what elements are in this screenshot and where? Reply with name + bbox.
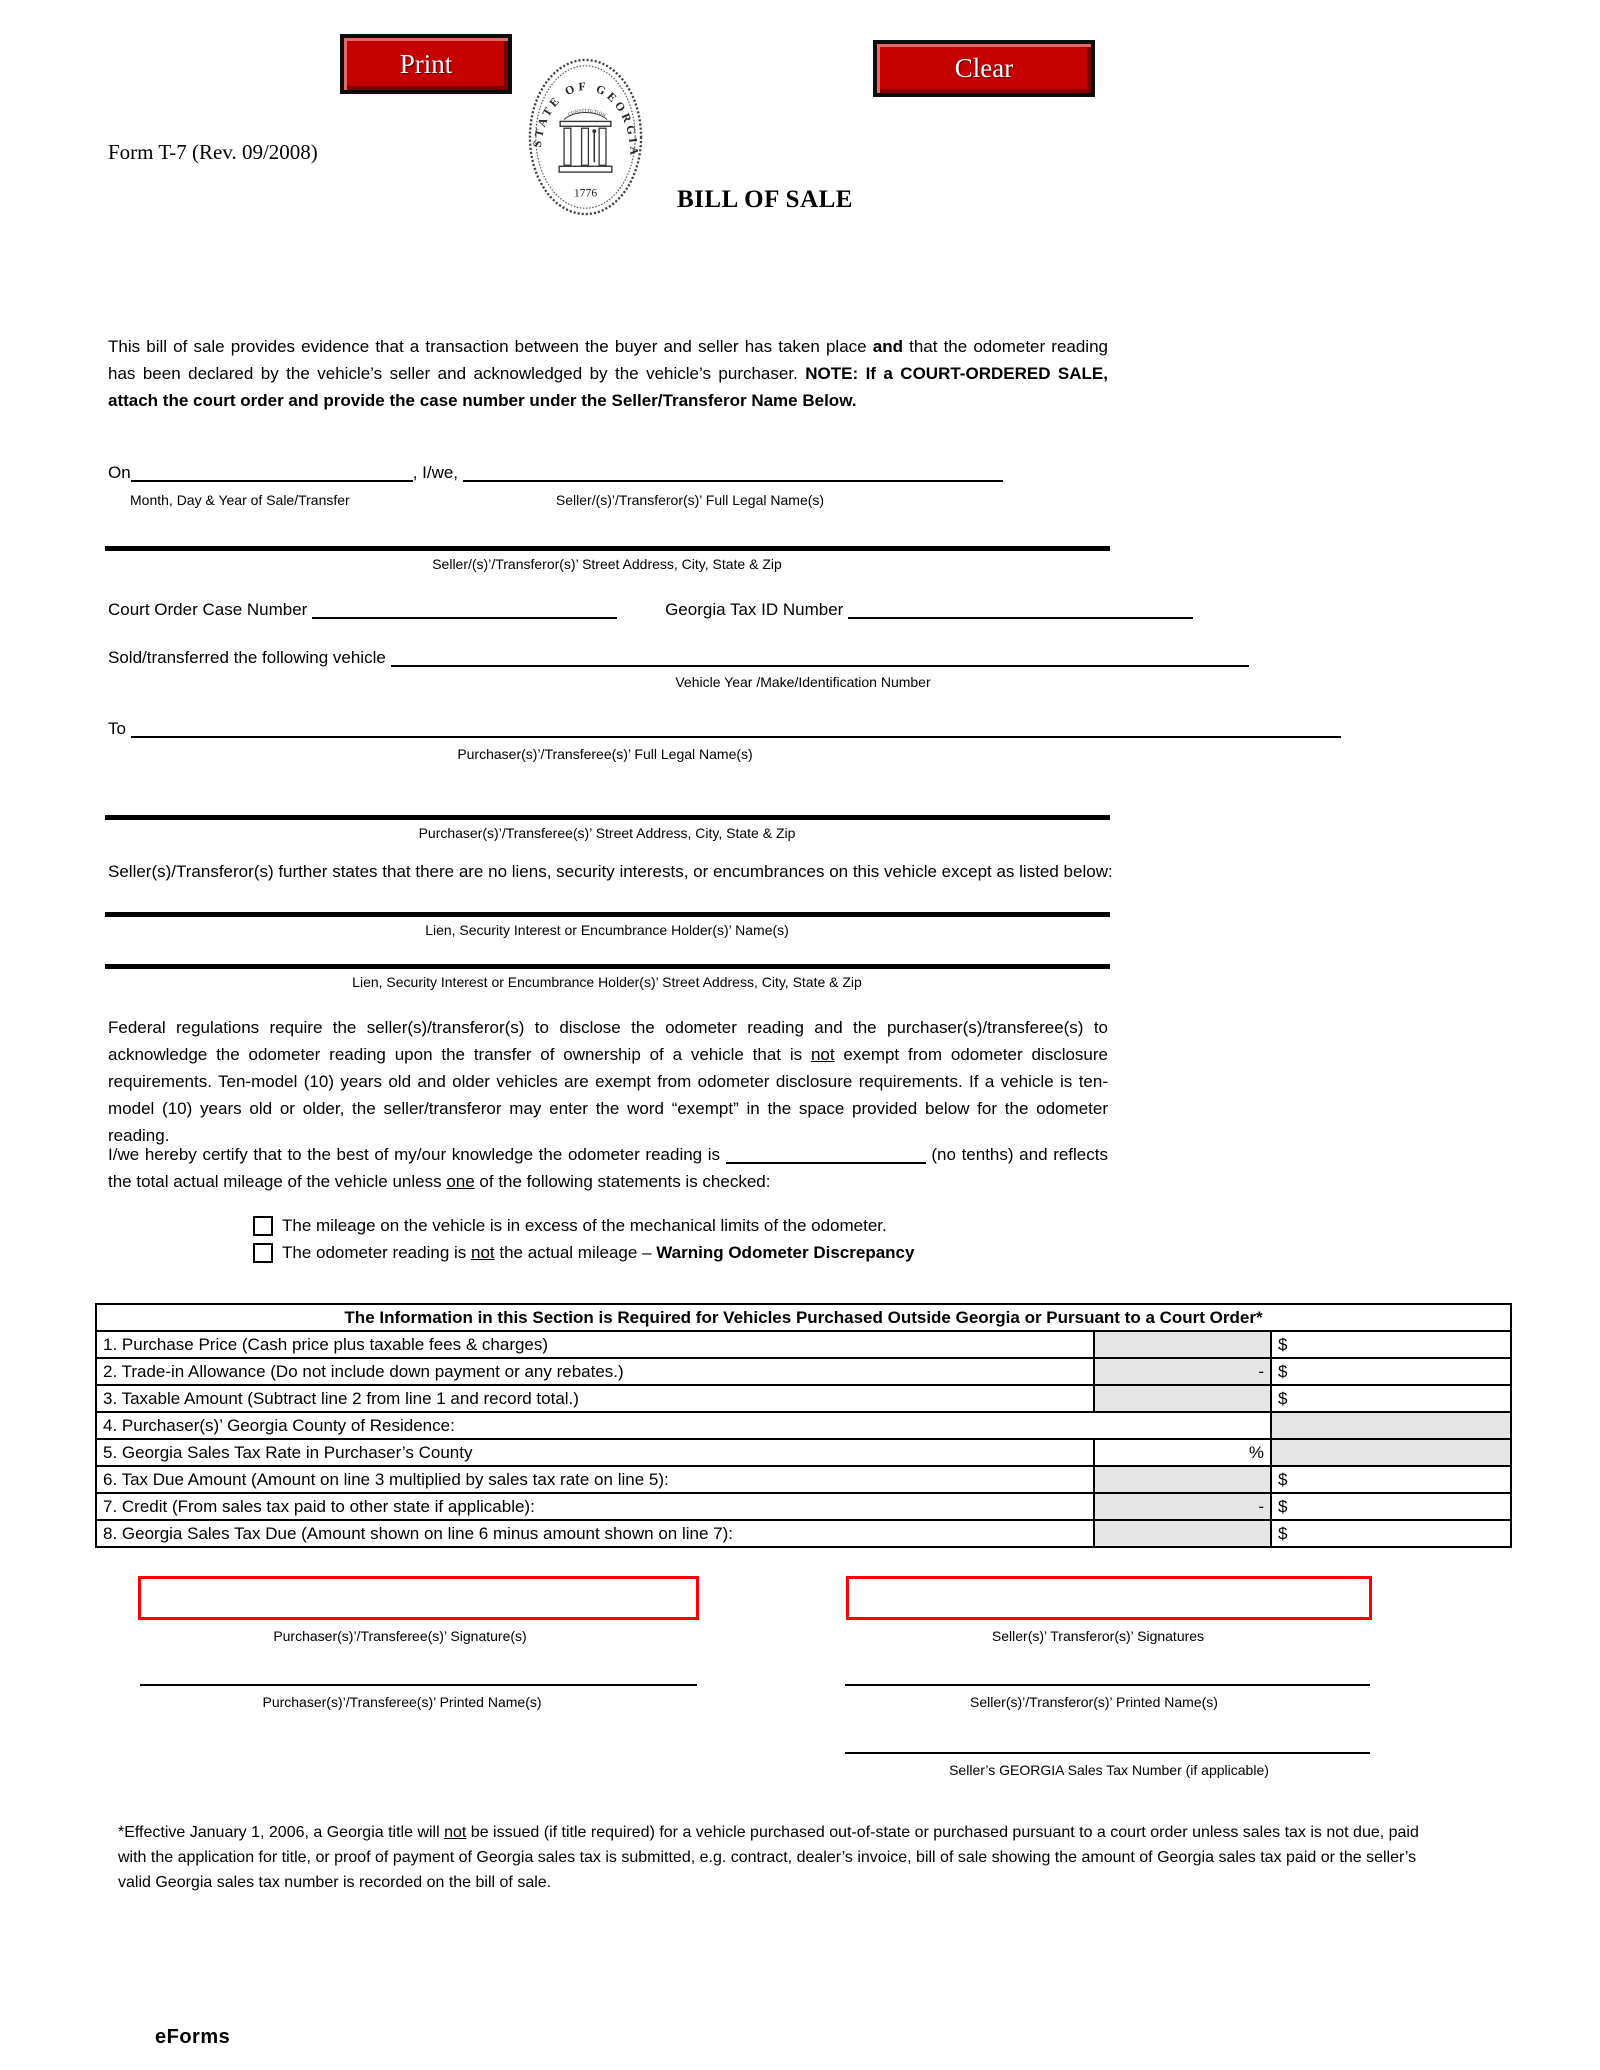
form-number: Form T-7 (Rev. 09/2008) [108,140,318,164]
lien-holder-address-caption: Lien, Security Interest or Encumbrance Holder(s)’ Street Address, City, State & Zip [352,974,862,990]
tax-table-row [96,1331,1511,1358]
tax-row-amount-cell[interactable]: $ [1271,1493,1511,1520]
seller-tax-number-line[interactable] [845,1752,1370,1754]
tax-row-value-cell[interactable] [1271,1439,1511,1466]
tax-row-entry-cell[interactable]: - [1094,1493,1271,1520]
purchaser-signature-box[interactable] [138,1576,699,1620]
tax-row-label: 5. Georgia Sales Tax Rate in Purchaser’s County [96,1439,1094,1466]
odometer-discrepancy-label: The odometer reading is not the actual mileage – Warning Odometer Discrepancy [282,1243,915,1262]
effective-date-footnote [118,1820,1426,1895]
intro-and: and [872,337,903,356]
tax-table-row [96,1358,1511,1385]
court-order-line [108,597,1193,620]
court-case-label: Court Order Case Number [108,600,308,619]
tax-row-label: 6. Tax Due Amount (Amount on line 3 multiplied by sales tax rate on line 5): [96,1466,1094,1493]
tax-table-body [96,1304,1511,1547]
tax-row-entry-cell[interactable] [1094,1520,1271,1547]
seller-name-blank[interactable] [463,460,1003,482]
reg-text: Federal regulations require the seller(s)/transferor(s) to disclose the odometer reading and the purchaser(s)/transferee(s) to acknowledge the odometer reading upon the transfer of ownership of a vehicle that is [108,1018,1108,1064]
tax-row-rate-cell[interactable]: % [1094,1439,1271,1466]
odometer-reading-blank[interactable] [726,1142,926,1164]
date-caption: Month, Day & Year of Sale/Transfer [130,492,350,508]
tax-table [95,1303,1512,1548]
purchaser-printed-name-caption: Purchaser(s)’/Transferee(s)’ Printed Name(s) [262,1694,542,1710]
tax-id-blank[interactable] [848,597,1193,619]
seller-printed-name-line[interactable] [845,1684,1370,1686]
tax-row-amount-cell[interactable]: $ [1271,1358,1511,1385]
on-label: On [108,463,131,482]
vehicle-caption: Vehicle Year /Make/Identification Number [675,674,931,690]
tax-row-amount-cell[interactable]: $ [1271,1520,1511,1547]
court-case-blank[interactable] [312,597,617,619]
tax-row-label: 8. Georgia Sales Tax Due (Amount shown on line 6 minus amount shown on line 7): [96,1520,1094,1547]
footnote-not: not [444,1824,467,1841]
footnote-text: *Effective January 1, 2006, a Georgia title will [118,1824,445,1841]
intro-note: NOTE: If a COURT-ORDERED SALE, attach the court order and provide the case number under the Seller/Transferor Name Below. [108,364,1108,410]
footnote-text: be issued (if title required) for a vehicle purchased out-of-state or purchased pursuant to a court order unless sales tax is not due, paid with the application for title, or proof of payment of Georgia sales tax is submitted, e.g. contract, dealer’s invoice, bill of sale showing the amount of Georgia sales tax paid or the seller’s valid Georgia sales tax number is recorded on the bill of sale. [118,1824,1419,1891]
tax-row-entry-cell[interactable]: - [1094,1358,1271,1385]
certify-text: of the following statements is checked: [474,1172,771,1191]
odometer-regulations-paragraph [108,1014,1108,1149]
tax-id-label: Georgia Tax ID Number [665,600,844,619]
lien-statement: Seller(s)/Transferor(s) further states that there are no liens, security interests, or encumbrances on this vehicle except as listed below: [108,862,1113,881]
vehicle-line [108,645,1249,668]
reg-not: not [810,1045,835,1064]
tax-table-header: The Information in this Section is Required for Vehicles Purchased Outside Georgia or Pursuant to a Court Order* [96,1304,1511,1331]
page-title: BILL OF SALE [677,186,853,213]
tax-table-row [96,1520,1511,1547]
eforms-logo: eForms [155,2026,231,2048]
purchaser-signature-caption: Purchaser(s)’/Transferee(s)’ Signature(s) [273,1628,527,1644]
mileage-excess-checkbox[interactable] [253,1216,273,1236]
tax-row-amount-cell[interactable]: $ [1271,1385,1511,1412]
tax-row-entry-cell[interactable] [1094,1331,1271,1358]
intro-text: This bill of sale provides evidence that a transaction between the buyer and seller has taken place [108,337,873,356]
seller-signature-box[interactable] [846,1576,1372,1620]
tax-row-label: 1. Purchase Price (Cash price plus taxable fees & charges) [96,1331,1094,1358]
odometer-discrepancy-checkbox[interactable] [253,1243,273,1263]
tax-row-label: 7. Credit (From sales tax paid to other state if applicable): [96,1493,1094,1520]
tax-table-row [96,1439,1511,1466]
odometer-discrepancy-row [253,1243,914,1263]
certify-text: (no tenths) and reflects the total actual mileage of the vehicle unless [108,1145,1108,1191]
purchaser-line [108,716,1341,739]
seller-address-line[interactable] [105,546,1110,551]
tax-row-amount-cell[interactable]: $ [1271,1466,1511,1493]
purchaser-address-line[interactable] [105,815,1110,820]
svg-text:STATE OF GEORGIA: STATE OF GEORGIA [530,79,641,159]
iwe-label: , I/we, [412,463,459,482]
intro-paragraph [108,333,1108,414]
purchaser-address-caption: Purchaser(s)’/Transferee(s)’ Street Address, City, State & Zip [418,825,796,841]
intro-text: that the odometer reading has been declared by the vehicle’s seller and acknowledged by the vehicle’s purchaser. [108,337,1108,383]
print-button[interactable]: Print [340,34,512,94]
tax-row-entry-cell[interactable] [1094,1385,1271,1412]
tax-table-row [96,1385,1511,1412]
tax-row-value-cell[interactable] [1271,1412,1511,1439]
mileage-excess-label: The mileage on the vehicle is in excess of the mechanical limits of the odometer. [282,1216,887,1235]
lien-holder-address-line[interactable] [105,964,1110,969]
clear-button[interactable]: Clear [873,40,1095,97]
seller-tax-number-caption: Seller’s GEORGIA Sales Tax Number (if applicable) [949,1762,1269,1778]
tax-row-amount-cell[interactable]: $ [1271,1331,1511,1358]
sale-date-blank[interactable] [131,460,413,482]
certify-text: I/we hereby certify that to the best of my/our knowledge the odometer reading is [108,1145,726,1164]
tax-table-row [96,1466,1511,1493]
tax-table-row [96,1412,1511,1439]
tax-row-label: 2. Trade-in Allowance (Do not include down payment or any rebates.) [96,1358,1094,1385]
tax-table-row [96,1493,1511,1520]
svg-text:1776: 1776 [573,186,598,200]
purchaser-name-caption: Purchaser(s)’/Transferee(s)’ Full Legal Name(s) [457,746,753,762]
georgia-state-seal-icon [527,57,644,217]
svg-text:CONSTITUTION: CONSTITUTION [567,107,607,119]
purchaser-name-blank[interactable] [131,716,1341,738]
lien-holder-name-line[interactable] [105,912,1110,917]
vehicle-blank[interactable] [391,645,1249,667]
seller-name-caption: Seller/(s)’/Transferor(s)’ Full Legal Name(s) [555,492,825,508]
seller-address-caption: Seller/(s)’/Transferor(s)’ Street Address, City, State & Zip [432,556,782,572]
purchaser-printed-name-line[interactable] [140,1684,697,1686]
certify-one: one [446,1172,475,1191]
seller-signature-caption: Seller(s)’ Transferor(s)’ Signatures [991,1628,1205,1644]
tax-row-entry-cell[interactable] [1094,1466,1271,1493]
tax-row-label: 3. Taxable Amount (Subtract line 2 from line 1 and record total.) [96,1385,1094,1412]
reg-text: exempt from odometer disclosure requirements. Ten-model (10) years old and older vehicles are exempt from odometer disclosure requirements. If a vehicle is ten-model (10) years old or older, the seller/transferor may enter the word “exempt” in the space provided below for the odometer reading. [108,1045,1108,1145]
seller-printed-name-caption: Seller(s)’/Transferor(s)’ Printed Name(s) [970,1694,1218,1710]
lien-holder-name-caption: Lien, Security Interest or Encumbrance Holder(s)’ Name(s) [425,922,789,938]
sale-date-line [108,460,1003,483]
tax-row-label: 4. Purchaser(s)’ Georgia County of Residence: [96,1412,1271,1439]
vehicle-label: Sold/transferred the following vehicle [108,648,386,667]
to-label: To [108,719,126,738]
odometer-certify-paragraph [108,1141,1108,1195]
mileage-excess-row [253,1216,887,1236]
